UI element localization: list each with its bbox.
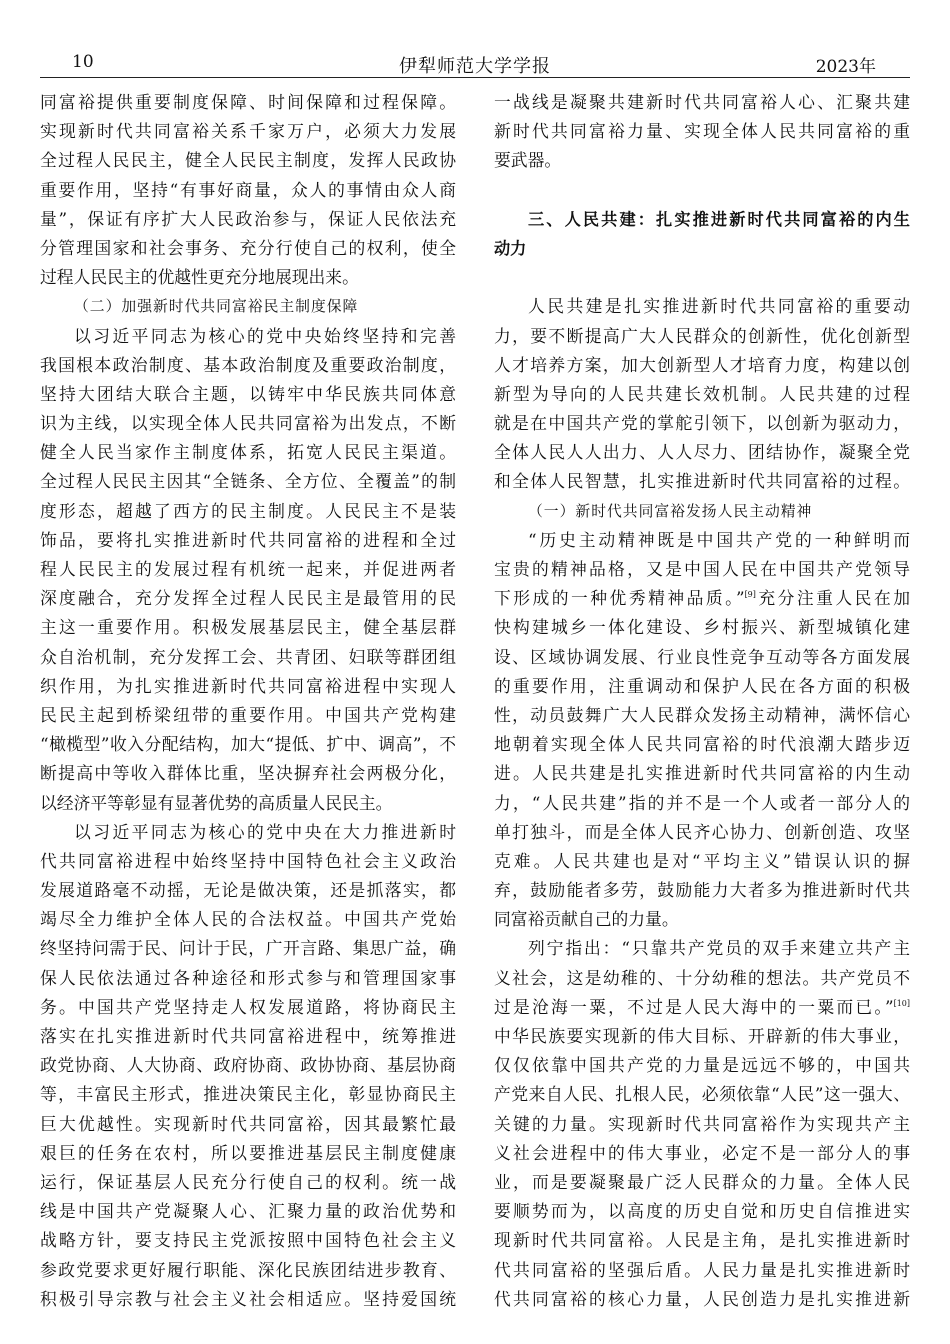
text-line: 力，要不断提高广大人民群众的创新性，优化创新型 [494, 325, 910, 346]
text-line: 代共同富裕的坚强后盾。人民力量是扎实推进新时 [494, 1259, 910, 1280]
text-line: 性，动员鼓舞广大人民群众发扬主动精神，满怀信心 [494, 704, 910, 725]
subsection-heading: （二）加强新时代共同富裕民主制度保障 [74, 298, 359, 316]
text-line: 设、区域协调发展、行业良性竞争互动等各方面发展 [494, 646, 910, 667]
text-line: 新时代共同富裕力量、实现全体人民共同富裕的重 [494, 121, 910, 142]
text-line: 艰巨的任务在农村，所以要推进基层民主制度健康 [40, 1142, 456, 1163]
text-line: 全过程人民民主因其“全链条、全方位、全覆盖”的制 [40, 471, 456, 492]
text-line: 过程人民民主的优越性更充分地展现出来。 [40, 267, 359, 288]
text-line: 产党来自人民、扎根人民，必须依靠“人民”这一强大、 [494, 1084, 910, 1105]
text-line: 一战线是凝聚共建新时代共同富裕人心、汇聚共建 [494, 92, 910, 112]
text-line: 的重要作用，注重调动和保护人民在各方面的积极 [494, 675, 910, 696]
text-line: 要顺势而为，以高度的历史自觉和历史自信推进实 [494, 1201, 910, 1222]
text-line: 力，“人民共建”指的并不是一个人或者一部分人的 [494, 792, 910, 813]
left-column [40, 88, 456, 1314]
text-line: 义社会，这是幼稚的、十分幼稚的想法。共产党员不 [494, 967, 910, 988]
text-line: 等，丰富民主形式，推进决策民主化，彰显协商民主 [40, 1084, 456, 1105]
text-line: 竭尽全力维护全体人民的合法权益。中国共产党始 [40, 909, 456, 930]
line-segment: 充分注重人民在加 [755, 588, 910, 609]
text-line: 关键的力量。实现新时代共同富裕作为实现共产主 [494, 1113, 910, 1134]
section-heading: 动力 [494, 238, 527, 258]
text-line: “历史主动精神既是中国共产党的一种鲜明而 [528, 529, 910, 550]
text-line: 同富裕提供重要制度保障、时间保障和过程保障。 [40, 92, 456, 112]
text-line: 快构建城乡一体化建设、乡村振兴、新型城镇化建 [494, 617, 910, 638]
header-rule [40, 77, 910, 78]
text-line: 人才培养方案，加大创新型人才培育力度，构建以创 [494, 354, 910, 375]
text-line: 代共同富裕进程中始终坚持中国特色社会主义政治 [40, 850, 456, 871]
text-line: 政党协商、人大协商、政府协商、政协协商、基层协商 [40, 1055, 456, 1076]
text-line: 以习近平同志为核心的党中央始终坚持和完善 [74, 325, 456, 346]
text-line: 仅仅依靠中国共产党的力量是远远不够的，中国共 [494, 1055, 910, 1076]
page-number: 10 [72, 52, 94, 72]
text-line: 织作用，为扎实推进新时代共同富裕进程中实现人 [40, 675, 456, 696]
text-line: 单打独斗，而是全体人民齐心协力、创新创造、攻坚 [494, 821, 910, 842]
text-line: 识为主线，以实现全体人民共同富裕为出发点，不断 [40, 413, 456, 434]
line-segment: 下形成的一种优秀精神品质。” [494, 588, 745, 609]
text-line: 战略方针，要支持民主党派按照中国特色社会主义 [40, 1230, 456, 1251]
text-line: 人民共建是扎实推进新时代共同富裕的重要动 [528, 296, 910, 317]
text-line: 饰品，要将扎实推进新时代共同富裕的进程和全过 [40, 529, 456, 550]
text-line: 断提高中等收入群体比重，坚决摒弃社会两极分化， [40, 763, 456, 784]
text-line: 重要作用，坚持“有事好商量，众人的事情由众人商 [40, 179, 456, 200]
text-line: 地朝着实现全体人民共同富裕的时代浪潮大踏步迈 [494, 734, 910, 755]
line-segment: 过是沧海一粟，不过是人民大海中的一粟而已。” [494, 996, 894, 1017]
text-line: 全体人民人人出力、人人尽力、团结协作，凝聚全党 [494, 442, 910, 463]
text-line [494, 584, 910, 613]
subsection-heading: （一）新时代共同富裕发扬人民主动精神 [528, 502, 813, 520]
text-line: 新型为导向的人民共建长效机制。人民共建的过程 [494, 383, 910, 404]
text-line: 实现新时代共同富裕关系千家万户，必须大力发展 [40, 121, 456, 142]
text-line: 和全体人民智慧，扎实推进新时代共同富裕的过程。 [494, 471, 910, 492]
text-line: 要武器。 [494, 150, 562, 171]
text-line: 以习近平同志为核心的党中央在大力推进新时 [74, 821, 456, 842]
text-line: 列宁指出：“只靠共产党员的双手来建立共产主 [528, 938, 910, 959]
right-column [494, 88, 910, 1314]
text-line: 终坚持问需于民、问计于民，广开言路、集思广益，确 [40, 938, 456, 959]
citation-ref: [9] [744, 590, 756, 600]
text-line: 民民主起到桥梁纽带的重要作用。中国共产党构建 [40, 704, 456, 725]
journal-title: 伊犁师范大学学报 [399, 56, 551, 77]
text-line: 弃，鼓励能者多劳，鼓励能力大者多为推进新时代共 [494, 880, 910, 901]
text-line: 坚持大团结大联合主题，以铸牢中华民族共同体意 [40, 383, 456, 404]
text-line: 落实在扎实推进新时代共同富裕进程中，统筹推进 [40, 1026, 456, 1046]
text-line: 宝贵的精神品格，又是中国人民在中国共产党领导 [494, 559, 910, 579]
text-line: 众自治机制，充分发挥工会、共青团、妇联等群团组 [40, 646, 456, 667]
text-line: “橄榄型”收入分配结构，加大“提低、扩中、调高”，不 [40, 734, 456, 755]
text-line: 线是中国共产党凝聚人心、汇聚力量的政治优势和 [40, 1201, 456, 1222]
text-line: 同富裕贡献自己的力量。 [494, 909, 679, 930]
text-line: 我国根本政治制度、基本政治制度及重要政治制度， [40, 354, 456, 375]
text-line: 分管理国家和社会事务、充分行使自己的权利，使全 [40, 237, 456, 258]
publication-year: 2023年 [815, 57, 876, 77]
text-line: 积极引导宗教与社会主义社会相适应。坚持爱国统 [40, 1288, 456, 1309]
text-line: 克难。人民共建也是对“平均主义”错误认识的摒 [494, 850, 910, 871]
running-header [40, 52, 910, 78]
text-line: 现新时代共同富裕。人民是主角，是扎实推进新时 [494, 1230, 910, 1251]
text-line: 就是在中国共产党的掌舵引领下，以创新为驱动力， [494, 413, 910, 434]
text-line: 中华民族要实现新的伟大目标、开辟新的伟大事业， [494, 1026, 910, 1046]
citation-ref: [10] [893, 998, 910, 1008]
text-line: 代共同富裕的核心力量，人民创造力是扎实推进新 [494, 1288, 910, 1309]
text-line: 健全人民当家作主制度体系，拓宽人民民主渠道。 [40, 442, 456, 463]
text-line: 业，而是要凝聚最广泛人民群众的力量。全体人民 [494, 1171, 910, 1192]
text-line: 以经济平等彰显有显著优势的高质量人民民主。 [40, 792, 393, 813]
text-line: 量”，保证有序扩大人民政治参与，保证人民依法充 [40, 208, 456, 229]
text-line [494, 993, 910, 1022]
text-line: 主这一重要作用。积极发展基层民主，健全基层群 [40, 617, 456, 638]
text-line: 义社会进程中的伟大事业，必定不是一部分人的事 [494, 1142, 910, 1163]
text-line: 运行，保证基层人民充分行使自己的权利。统一战 [40, 1171, 456, 1192]
section-heading: 三、人民共建：扎实推进新时代共同富裕的内生 [528, 209, 910, 229]
text-line: 度形态，超越了西方的民主制度。人民民主不是装 [40, 500, 456, 521]
text-line: 发展道路毫不动摇，无论是做决策，还是抓落实，都 [40, 880, 456, 901]
text-line: 程人民民主的发展过程有机统一起来，并促进两者 [40, 559, 456, 579]
text-line: 深度融合，充分发挥全过程人民民主是最管用的民 [40, 588, 456, 609]
text-line: 进。人民共建是扎实推进新时代共同富裕的内生动 [494, 763, 910, 784]
text-line: 务。中国共产党坚持走人权发展道路，将协商民主 [40, 996, 456, 1017]
text-line: 保人民依法通过各种途径和形式参与和管理国家事 [40, 967, 456, 988]
text-line: 全过程人民民主，健全人民民主制度，发挥人民政协 [40, 150, 456, 171]
text-line: 巨大优越性。实现新时代共同富裕，因其最繁忙最 [40, 1113, 456, 1134]
text-line: 参政党要求更好履行职能、深化民族团结进步教育、 [40, 1259, 456, 1280]
